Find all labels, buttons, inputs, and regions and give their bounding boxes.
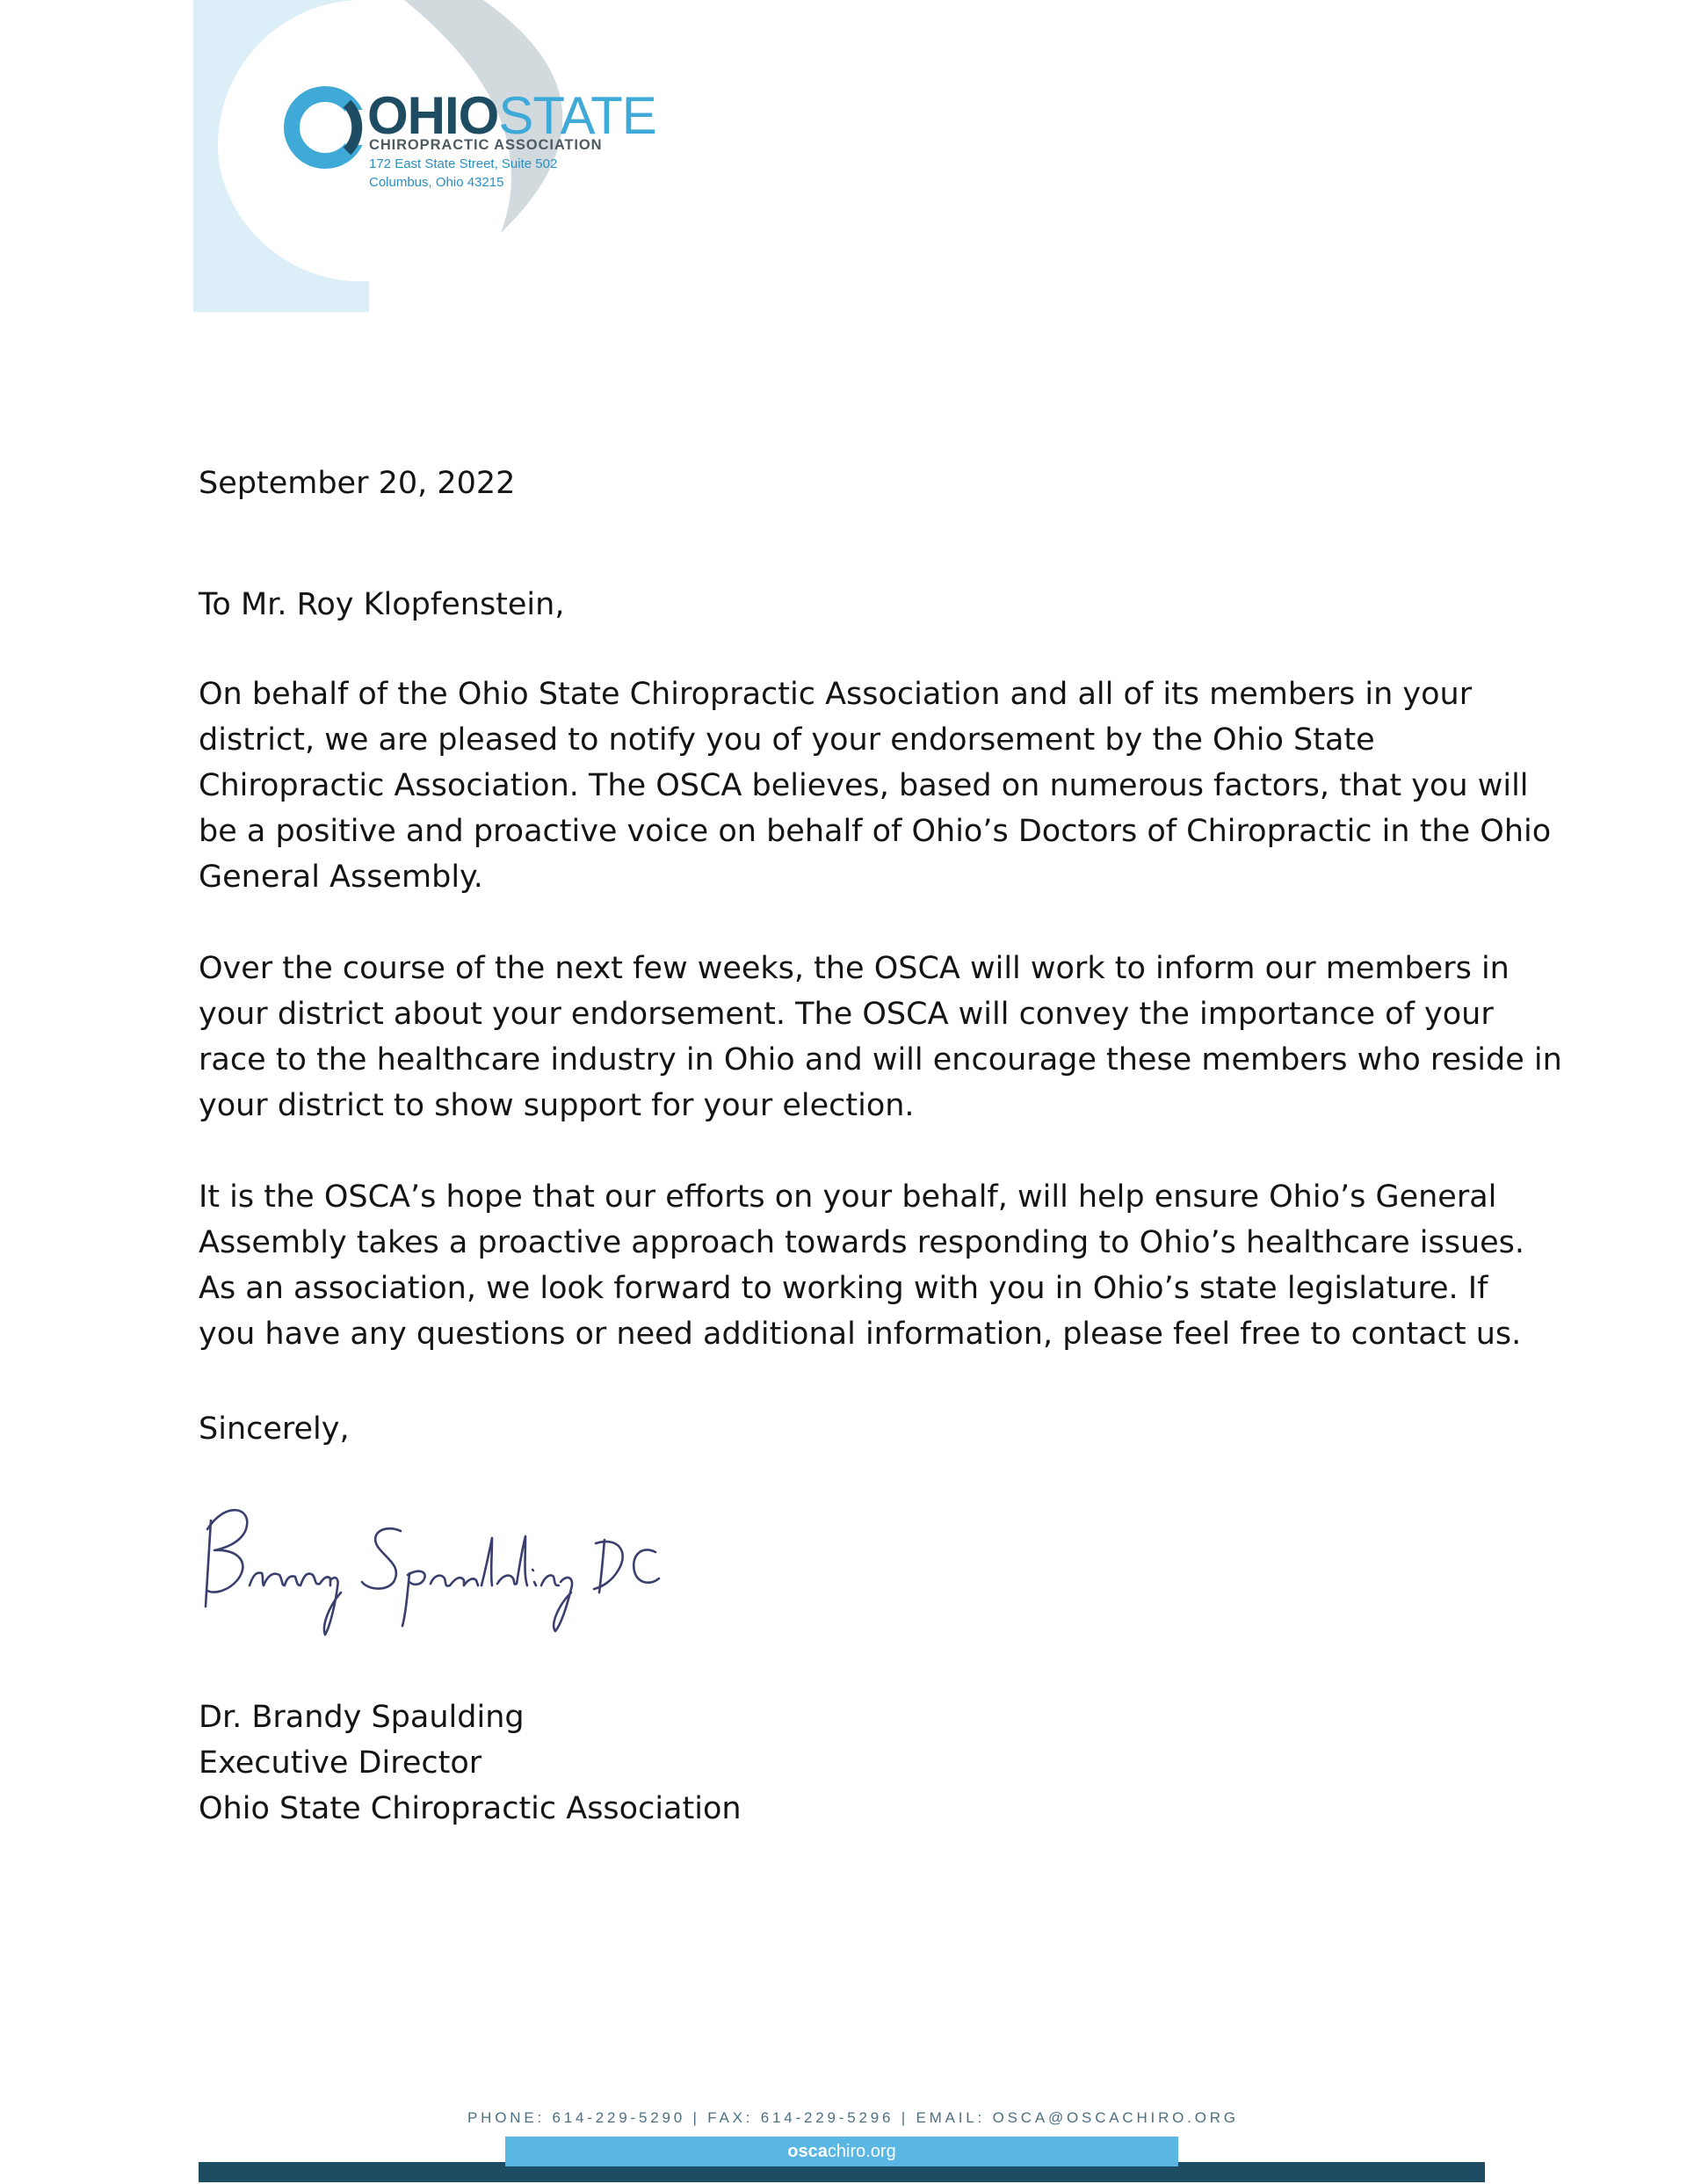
address-line-2: Columbus, Ohio 43215 [369,175,504,190]
signer-title: Executive Director [199,1745,482,1781]
paragraph-line: be a positive and proactive voice on behalf of Ohio’s Doctors of Chiropractic in the Ohio [199,814,1552,849]
paragraph-line: Assembly takes a proactive approach towards responding to Ohio’s healthcare issues. [199,1225,1525,1260]
paragraph-line: It is the OSCA’s hope that our efforts on your behalf, will help ensure Ohio’s General [199,1179,1497,1215]
paragraph-line: you have any questions or need additional information, please feel free to contact us. [199,1317,1522,1352]
paragraph-line: race to the healthcare industry in Ohio and will encourage these members who reside in [199,1042,1562,1077]
signer-name: Dr. Brandy Spaulding [199,1700,525,1735]
brand-name-ohio: OHIO [367,86,499,145]
footer-contact-line: PHONE: 614-229-5290 | FAX: 614-229-5296 | EMAIL: OSCA@OSCACHIRO.ORG [467,2109,1239,2126]
letterhead [193,0,685,316]
paragraph-line: As an association, we look forward to working with you in Ohio’s state legislature. If [199,1271,1488,1306]
address-line-1: 172 East State Street, Suite 502 [369,156,558,171]
paragraph-line: your district about your endorsement. The OSCA will convey the importance of your [199,997,1494,1032]
brand-subtitle: CHIROPRACTIC ASSOCIATION [369,137,603,153]
osca-logo-icon [277,79,373,176]
paragraph-line: your district to show support for your election. [199,1088,915,1123]
paragraph-line: On behalf of the Ohio State Chiropractic Association and all of its members in your [199,677,1473,712]
letter-salutation: To Mr. Roy Klopfenstein, [199,587,565,622]
letter-closing: Sincerely, [199,1411,350,1447]
footer-website-bold: osca [787,2142,828,2161]
paragraph-line: district, we are pleased to notify you of your endorsement by the Ohio State [199,722,1375,758]
letter-date: September 20, 2022 [199,466,516,501]
paragraph-line: Chiropractic Association. The OSCA believes, based on numerous factors, that you will [199,768,1529,803]
footer-website [505,2137,1178,2166]
brand-name-state: STATE [498,86,656,145]
footer-website-rest: chiro.org [827,2142,896,2161]
paragraph-line: General Assembly. [199,860,483,895]
handwritten-signature [199,1494,691,1643]
signer-organization: Ohio State Chiropractic Association [199,1791,742,1826]
paragraph-line: Over the course of the next few weeks, the OSCA will work to inform our members in [199,951,1510,986]
